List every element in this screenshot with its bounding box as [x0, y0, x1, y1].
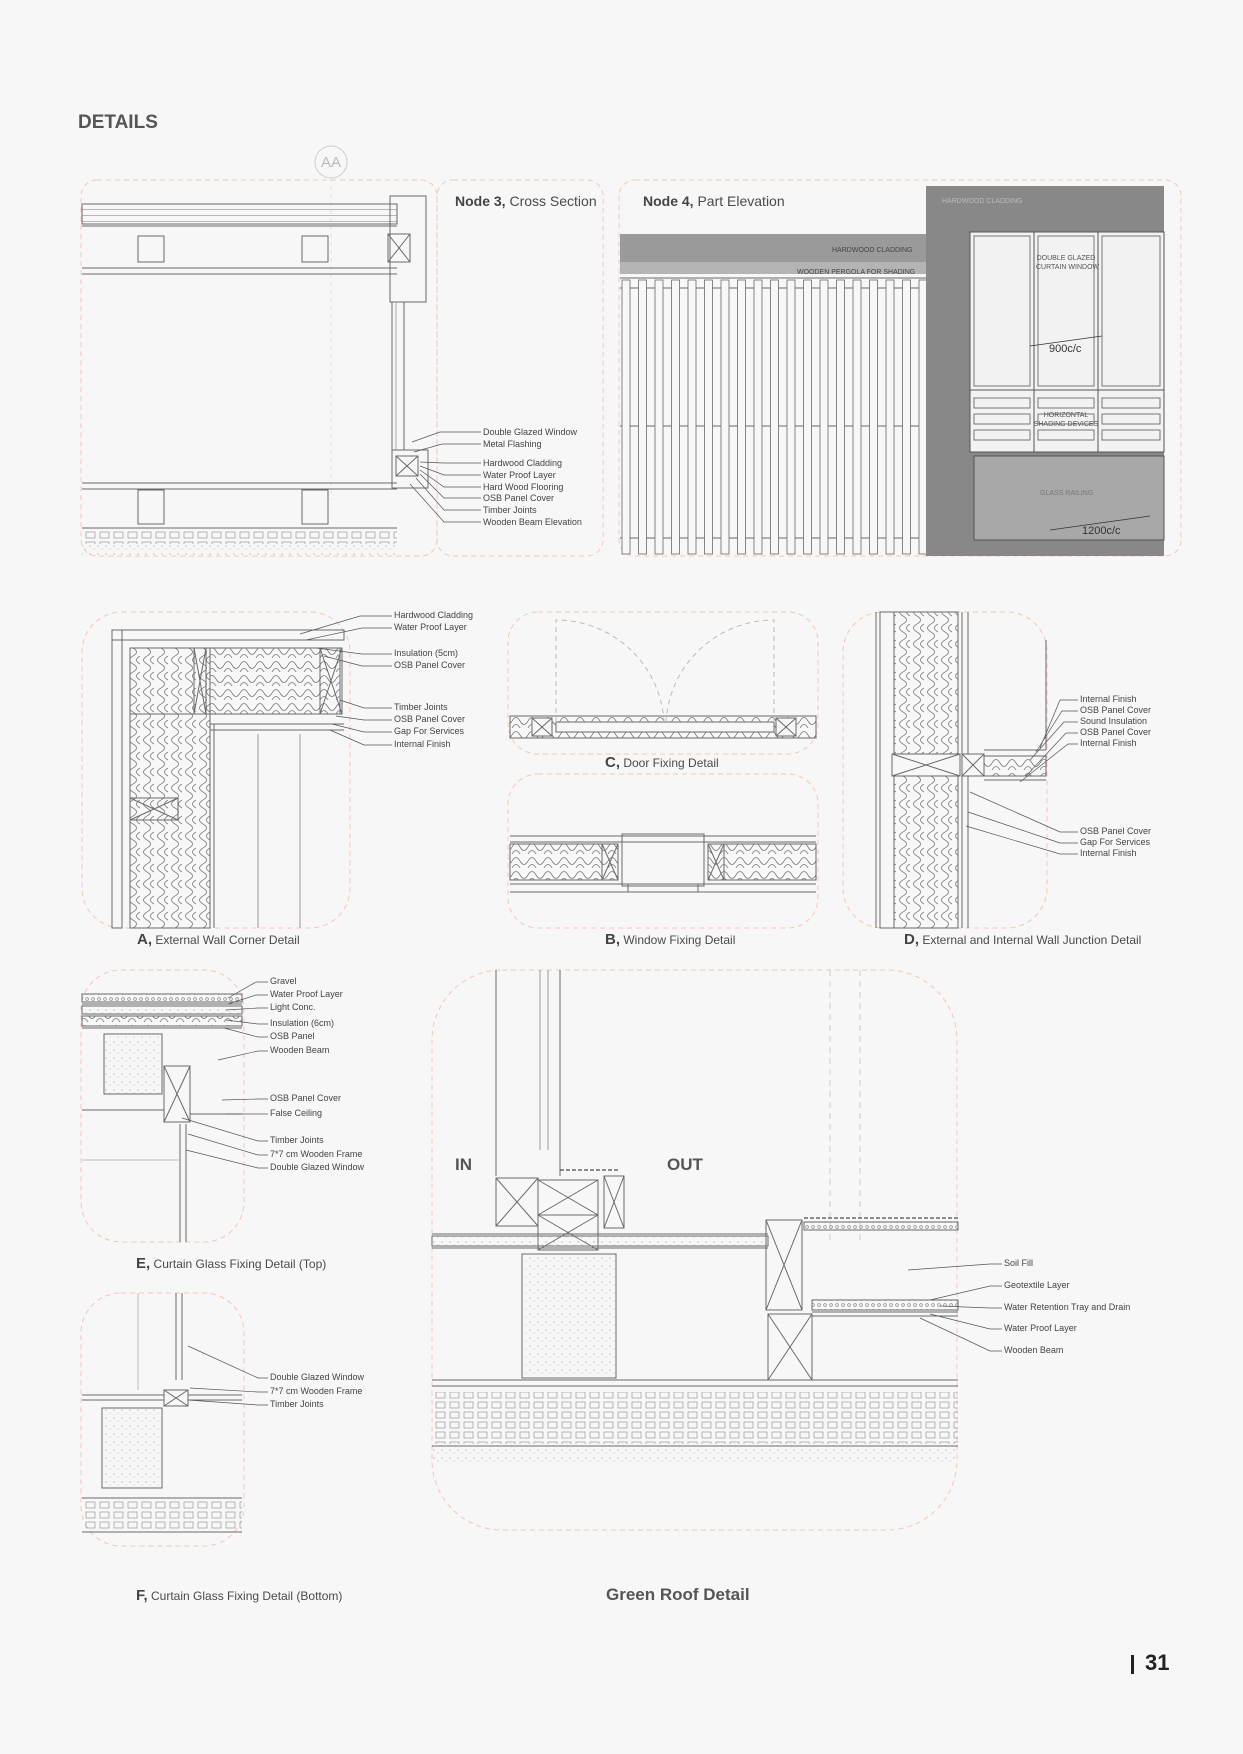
- detail-d-label: OSB Panel Cover: [1080, 826, 1152, 836]
- pergola-slat: [738, 280, 746, 554]
- pergola-slat: [688, 280, 696, 554]
- detail-e-label: OSB Panel Cover: [270, 1093, 342, 1103]
- detail-d-label: Internal Finish: [1080, 848, 1137, 858]
- detail-d-caption: D, External and Internal Wall Junction Detail: [904, 931, 1142, 948]
- pergola-slat: [837, 280, 845, 554]
- pergola-slat: [886, 280, 894, 554]
- green-roof-caption: Green Roof Detail: [606, 1585, 750, 1604]
- node4-window-label: DOUBLE GLAZED CURTAIN WINDOW: [1036, 255, 1100, 271]
- green-roof-label: Wooden Beam: [1004, 1345, 1064, 1355]
- pergola-slat: [655, 280, 663, 554]
- node3-label: Metal Flashing: [483, 439, 542, 449]
- detail-a-drawing: [112, 630, 344, 928]
- detail-d-label: OSB Panel Cover: [1080, 705, 1152, 715]
- green-roof-label: Water Proof Layer: [1004, 1323, 1077, 1333]
- detail-f-label: Double Glazed Window: [270, 1372, 365, 1382]
- node3-cross-section: [82, 196, 428, 555]
- node4-dimension-1200: 1200c/c: [1082, 525, 1121, 537]
- node3-label: Hard Wood Flooring: [483, 482, 564, 492]
- detail-a-caption: A, External Wall Corner Detail: [137, 931, 300, 948]
- node3-label: Double Glazed Window: [483, 427, 578, 437]
- page-heading: DETAILS: [78, 112, 158, 133]
- detail-d-label: Internal Finish: [1080, 738, 1137, 748]
- detail-f-label: 7*7 cm Wooden Frame: [270, 1386, 363, 1396]
- green-roof-label: Soil Fill: [1004, 1258, 1034, 1268]
- pergola-slat: [919, 280, 927, 554]
- detail-c-caption: C, Door Fixing Detail: [605, 754, 719, 771]
- detail-e-caption: E, Curtain Glass Fixing Detail (Top): [136, 1255, 327, 1272]
- page-number-bar: [1131, 1655, 1134, 1674]
- pergola-slat: [639, 280, 647, 554]
- detail-e-label: Gravel: [270, 976, 297, 986]
- detail-f-leader-lines: [188, 1346, 268, 1405]
- node4-pergola-label: WOODEN PERGOLA FOR SHADING: [797, 269, 916, 276]
- node3-label: Hardwood Cladding: [483, 458, 563, 468]
- detail-a-label: Water Proof Layer: [394, 622, 467, 632]
- node3-label: Timber Joints: [483, 505, 537, 515]
- section-marker: [315, 146, 347, 500]
- detail-a-label: Internal Finish: [394, 739, 451, 749]
- green-roof-in-label: IN: [455, 1155, 472, 1174]
- detail-f-label: Timber Joints: [270, 1399, 324, 1409]
- node4-dimension-900: 900c/c: [1049, 343, 1082, 355]
- detail-d-label: Internal Finish: [1080, 694, 1137, 704]
- pergola-slat: [721, 280, 729, 554]
- node3-title: Node 3, Cross Section: [455, 193, 597, 209]
- pergola-slat: [787, 280, 795, 554]
- node3-leader-lines: [410, 432, 481, 522]
- pergola-slat: [705, 280, 713, 554]
- section-marker-label: AA: [320, 154, 341, 171]
- detail-e-label: Timber Joints: [270, 1135, 324, 1145]
- green-roof-label: Geotextile Layer: [1004, 1280, 1070, 1290]
- pergola-slat: [672, 280, 680, 554]
- detail-a-label: Insulation (5cm): [394, 648, 459, 658]
- pergola-slat: [622, 280, 630, 554]
- green-roof-out-label: OUT: [667, 1155, 703, 1174]
- node3-label: OSB Panel Cover: [483, 493, 555, 503]
- detail-d-drawing: [876, 612, 1046, 928]
- pergola-slat: [853, 280, 861, 554]
- pergola-slat: [820, 280, 828, 554]
- detail-e-drawing: [82, 994, 242, 1242]
- detail-e-label: Wooden Beam: [270, 1045, 330, 1055]
- pergola-slat: [903, 280, 911, 554]
- page-number: 31: [1145, 1650, 1170, 1675]
- detail-d-leader-lines: [966, 700, 1078, 854]
- node4-cladding-label: HARDWOOD CLADDING: [832, 247, 913, 254]
- node3-label: Water Proof Layer: [483, 470, 556, 480]
- detail-a-label: OSB Panel Cover: [394, 714, 466, 724]
- detail-d-label: OSB Panel Cover: [1080, 727, 1152, 737]
- pergola-slat: [754, 280, 762, 554]
- pergola-slat: [804, 280, 812, 554]
- node3-label: Wooden Beam Elevation: [483, 517, 582, 527]
- detail-e-label: OSB Panel: [270, 1031, 315, 1041]
- green-roof-label: Water Retention Tray and Drain: [1004, 1302, 1131, 1312]
- detail-c-drawing: [510, 620, 816, 738]
- node4-cladding-top-label: HARDWOOD CLADDING: [942, 198, 1023, 205]
- detail-d-label: Gap For Services: [1080, 837, 1151, 847]
- detail-e-label: Insulation (6cm): [270, 1018, 335, 1028]
- detail-e-label: Light Conc.: [270, 1002, 316, 1012]
- node4-title: Node 4, Part Elevation: [643, 193, 785, 209]
- detail-a-label: Timber Joints: [394, 702, 448, 712]
- detail-b-caption: B, Window Fixing Detail: [605, 931, 736, 948]
- pergola-slat: [771, 280, 779, 554]
- node4-railing-label: GLASS RAILING: [1040, 490, 1094, 497]
- detail-f-drawing: [82, 1293, 242, 1532]
- detail-e-label: Double Glazed Window: [270, 1162, 365, 1172]
- detail-b-drawing: [510, 834, 816, 892]
- detail-a-label: OSB Panel Cover: [394, 660, 466, 670]
- detail-f-caption: F, Curtain Glass Fixing Detail (Bottom): [136, 1587, 343, 1604]
- detail-e-label: False Ceiling: [270, 1108, 323, 1118]
- detail-a-label: Hardwood Cladding: [394, 610, 474, 620]
- detail-e-label: Water Proof Layer: [270, 989, 343, 999]
- detail-a-label: Gap For Services: [394, 726, 465, 736]
- pergola-slats: [622, 280, 927, 554]
- detail-e-label: 7*7 cm Wooden Frame: [270, 1149, 363, 1159]
- node4-shading-label: HORIZONTAL SHADING DEVICES: [1033, 412, 1099, 428]
- node4-part-elevation: [620, 186, 1164, 556]
- pergola-slat: [870, 280, 878, 554]
- detail-d-label: Sound Insulation: [1080, 716, 1148, 726]
- green-roof-drawing: [432, 970, 958, 1462]
